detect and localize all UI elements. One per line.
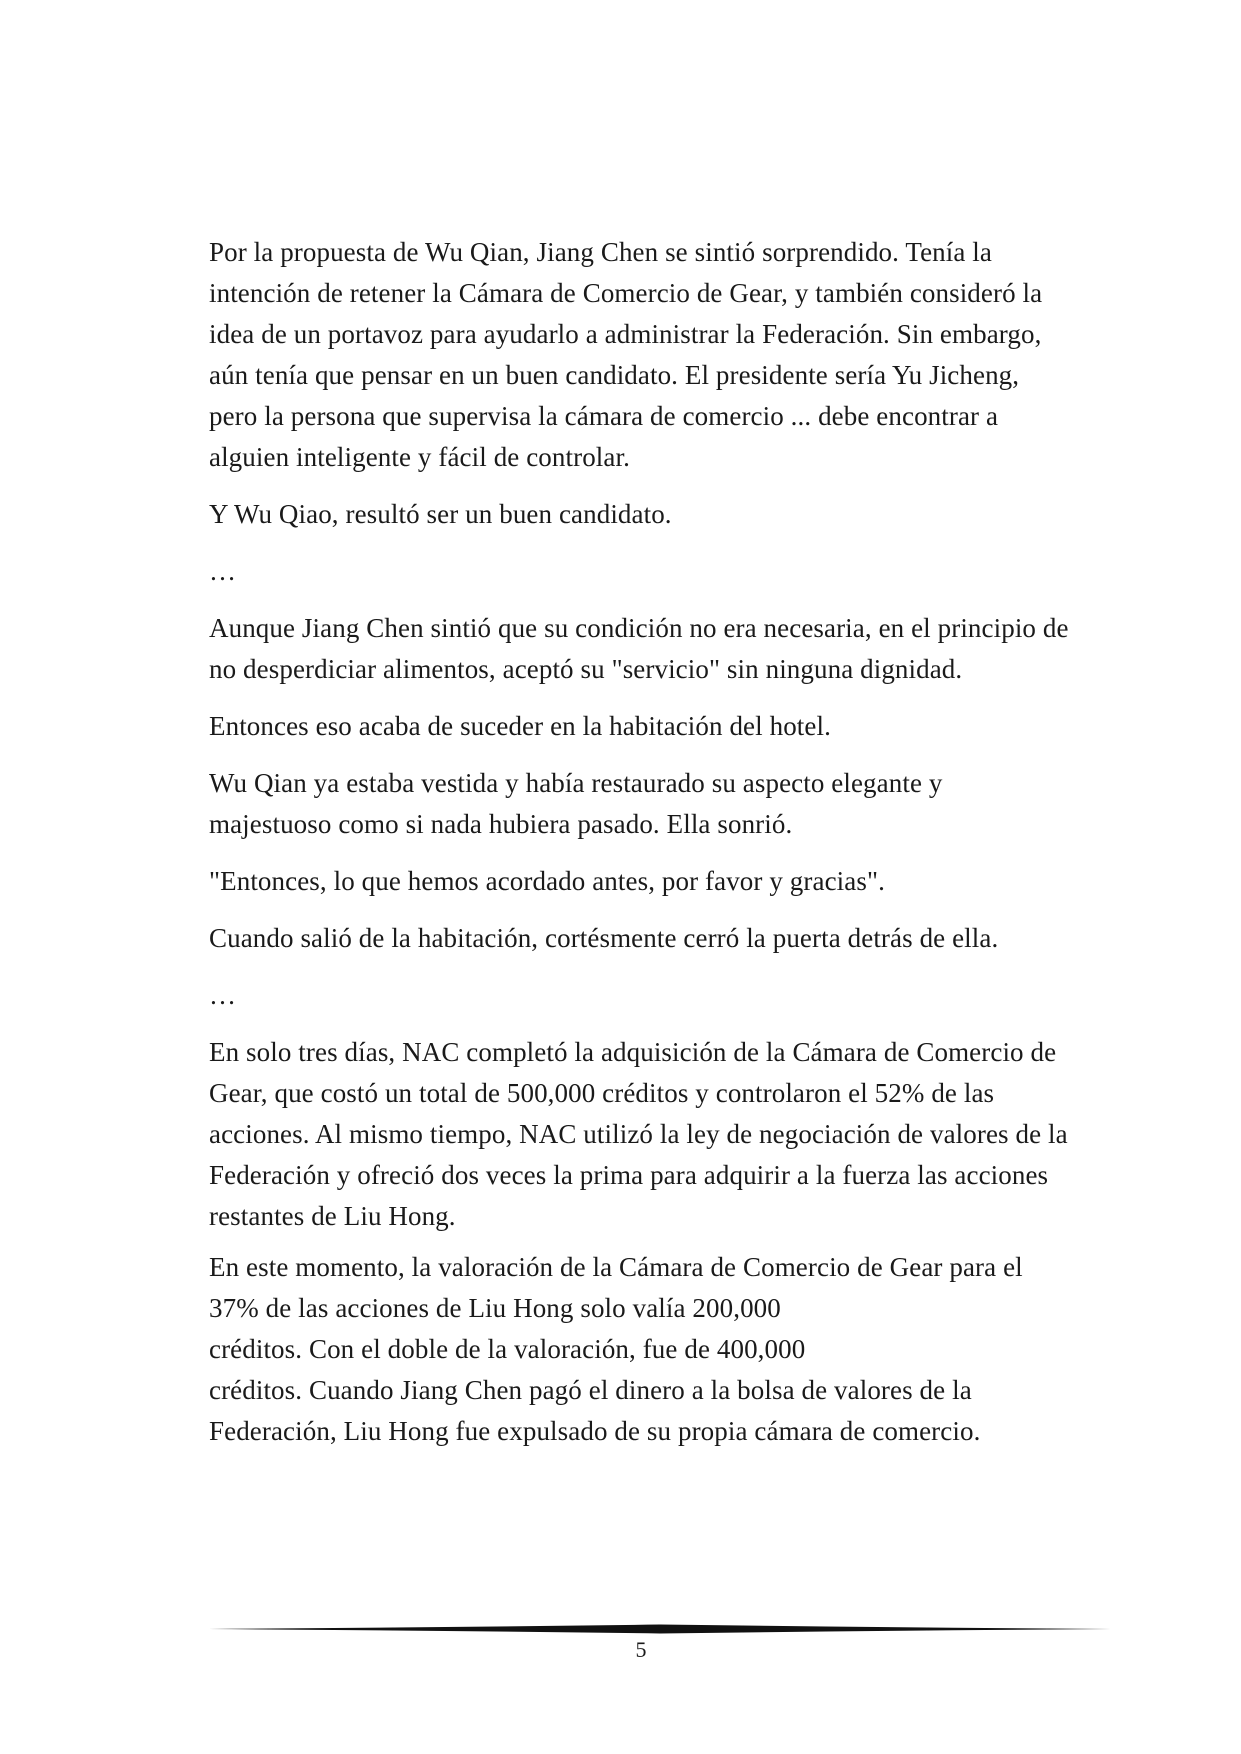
paragraph: En este momento, la valoración de la Cámara de Comercio de Gear para el 37% de las acciones de Liu Hong solo valía 200,000 créditos. Con el doble de la valoración, fue de 400,000 créditos. Cuando Jiang Chen pagó el dinero a la bolsa de valores de la Federación, Liu Hong fue expulsado de su propia cámara de comercio.	[209, 1252, 1023, 1446]
paragraph: Aunque Jiang Chen sintió que su condición no era necesaria, en el principio de no desperdiciar alimentos, aceptó su "servicio" sin ninguna dignidad.	[209, 613, 1069, 684]
paragraph: Y Wu Qiao, resultó ser un buen candidato.	[209, 499, 672, 529]
paragraph: Wu Qian ya estaba vestida y había restaurado su aspecto elegante y majestuoso como si nada hubiera pasado. Ella sonrió.	[209, 768, 943, 839]
paragraph: En solo tres días, NAC completó la adquisición de la Cámara de Comercio de Gear, que costó un total de 500,000 créditos y controlaron el 52% de las acciones. Al mismo tiempo, NAC utilizó la ley de negociación de valores de la Federación y ofreció dos veces la prima para adquirir a la fuerza las acciones restantes de Liu Hong.	[209, 1037, 1068, 1231]
scene-break: …	[209, 556, 237, 586]
footer-rule	[209, 1622, 1111, 1636]
paragraph: "Entonces, lo que hemos acordado antes, por favor y gracias".	[209, 866, 885, 896]
paragraph: Entonces eso acaba de suceder en la habitación del hotel.	[209, 711, 831, 741]
paragraph: Cuando salió de la habitación, cortésmente cerró la puerta detrás de ella.	[209, 923, 999, 953]
paragraph: Por la propuesta de Wu Qian, Jiang Chen se sintió sorprendido. Tenía la intención de retener la Cámara de Comercio de Gear, y también consideró la idea de un portavoz para ayudarlo a administrar la Federación. Sin embargo, aún tenía que pensar en un buen candidato. El presidente sería Yu Jicheng, pero la persona que supervisa la cámara de comercio ... debe encontrar a alguien inteligente y fácil de controlar.	[209, 237, 1043, 472]
scene-break: …	[209, 980, 237, 1010]
page-number: 5	[635, 1637, 647, 1662]
page-body	[209, 232, 1069, 1468]
